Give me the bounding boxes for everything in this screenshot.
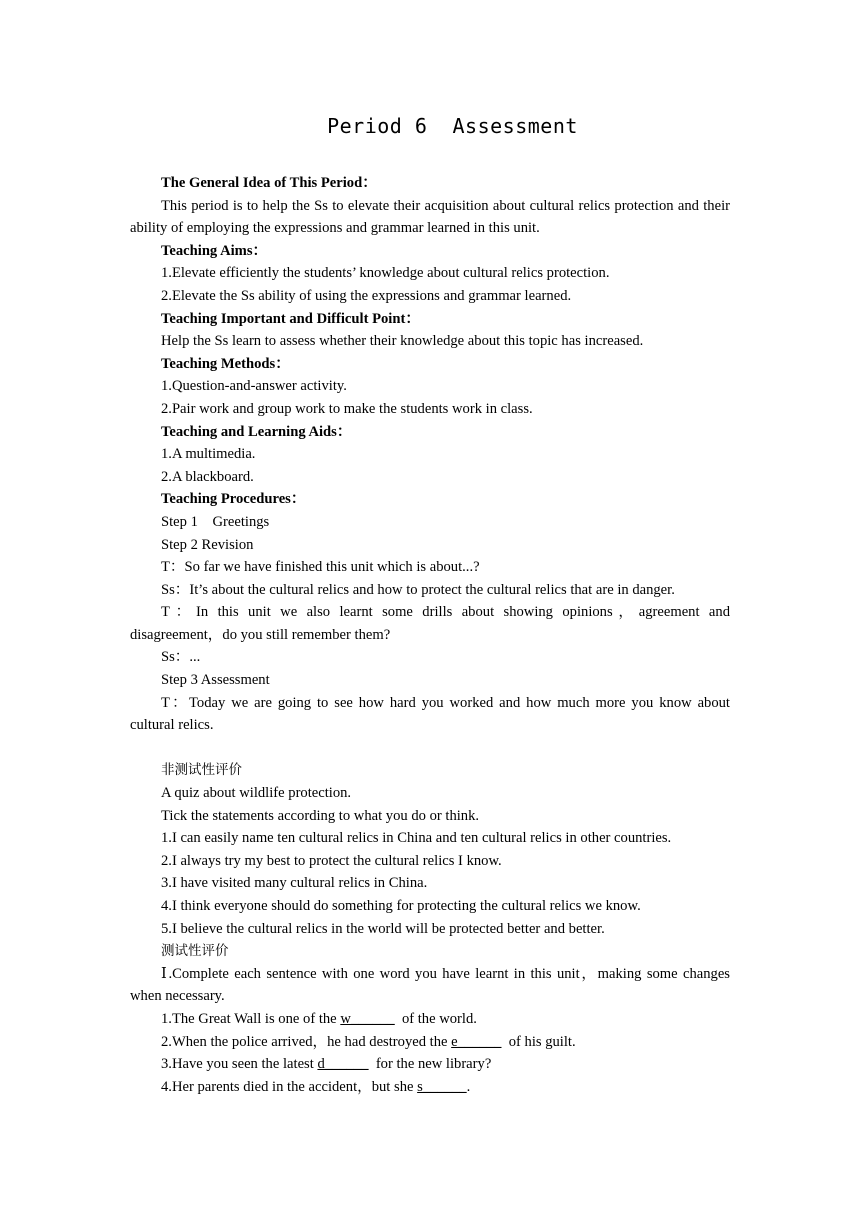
method-item: 2.Pair work and group work to make the students work in class. bbox=[161, 400, 533, 417]
test-item-text: 4.Her parents died in the accident，but she bbox=[161, 1078, 418, 1095]
test-item-text: of the world. bbox=[394, 1010, 477, 1027]
test-item bbox=[130, 1053, 730, 1076]
procedure-line: Step 2 Revision bbox=[161, 536, 254, 553]
non-test-line: 2.I always try my best to protect the cultural relics I know. bbox=[161, 852, 502, 869]
test-item-text: . bbox=[466, 1078, 471, 1095]
procedure-line: Step 3 Assessment bbox=[161, 672, 270, 689]
non-test-line: 4.I think everyone should do something for protecting the cultural relics we know. bbox=[161, 898, 641, 914]
procedure-line: T：So far we have finished this unit which is about...? bbox=[161, 559, 480, 576]
general-idea-text: This period is to help the Ss to elevate their acquisition about cultural relics protection and their ability of employing the expressions and grammar learned in this unit. bbox=[130, 197, 730, 237]
non-test-line: 1.I can easily name ten cultural relics in China and ten cultural relics in other countries. bbox=[161, 830, 672, 847]
test-item bbox=[130, 1008, 730, 1031]
procedure-line: Ss：... bbox=[161, 649, 201, 666]
procedure-line: T：Today we are going to see how hard you worked and how much more you know about cultural relics. bbox=[130, 694, 730, 734]
teaching-methods-heading: Teaching Methods： bbox=[161, 355, 290, 372]
teaching-aids-heading: Teaching and Learning Aids： bbox=[161, 423, 352, 440]
test-item-text: for the new library? bbox=[368, 1056, 492, 1073]
test-item-text: of his guilt. bbox=[501, 1033, 576, 1050]
document-body bbox=[130, 172, 730, 1098]
teaching-procedures-heading: Teaching Procedures： bbox=[161, 491, 306, 508]
answer-blank: s______ bbox=[417, 1078, 467, 1095]
procedure-line: Ss：It’s about the cultural relics and how to protect the cultural relics that are in danger. bbox=[161, 581, 675, 598]
non-test-assessment-heading: 非测试性评价 bbox=[161, 762, 242, 779]
aid-item: 1.A multimedia. bbox=[161, 446, 256, 463]
procedure-line: Step 1 Greetings bbox=[161, 513, 270, 530]
important-point-text: Help the Ss learn to assess whether their knowledge about this topic has increased. bbox=[161, 333, 644, 350]
non-test-line: Tick the statements according to what you do or think. bbox=[161, 807, 480, 824]
test-item-text: 1.The Great Wall is one of the bbox=[161, 1010, 341, 1027]
answer-blank: d______ bbox=[317, 1056, 369, 1073]
test-item bbox=[130, 1076, 730, 1099]
aim-item: 1.Elevate efficiently the students’ knowledge about cultural relics protection. bbox=[161, 265, 610, 282]
general-idea-heading: The General Idea of This Period： bbox=[161, 175, 377, 191]
teaching-aims-heading: Teaching Aims： bbox=[161, 242, 268, 259]
aim-item: 2.Elevate the Ss ability of using the expressions and grammar learned. bbox=[161, 287, 572, 304]
non-test-line: A quiz about wildlife protection. bbox=[161, 785, 352, 802]
answer-blank: w______ bbox=[340, 1010, 395, 1027]
procedure-line: T：In this unit we also learnt some drills about showing opinions，agreement and disagreement，do you still remember them? bbox=[130, 604, 730, 643]
page-title: Period 6 Assessment bbox=[327, 114, 578, 138]
section-spacer bbox=[130, 737, 730, 760]
important-point-heading: Teaching Important and Difficult Point： bbox=[161, 310, 420, 327]
answer-blank: e______ bbox=[451, 1033, 502, 1050]
aid-item: 2.A blackboard. bbox=[161, 468, 254, 485]
test-item-text: 3.Have you seen the latest bbox=[161, 1056, 318, 1073]
test-item bbox=[130, 1031, 730, 1054]
test-instruction: Ⅰ.Complete each sentence with one word you have learnt in this unit，making some changes when necessary. bbox=[130, 965, 730, 1005]
test-item-text: 2.When the police arrived，he had destroyed the bbox=[161, 1033, 452, 1050]
non-test-line: 5.I believe the cultural relics in the world will be protected better and better. bbox=[161, 920, 605, 937]
test-assessment-heading: 测试性评价 bbox=[161, 943, 229, 960]
method-item: 1.Question-and-answer activity. bbox=[161, 378, 347, 395]
non-test-line: 3.I have visited many cultural relics in China. bbox=[161, 875, 428, 892]
